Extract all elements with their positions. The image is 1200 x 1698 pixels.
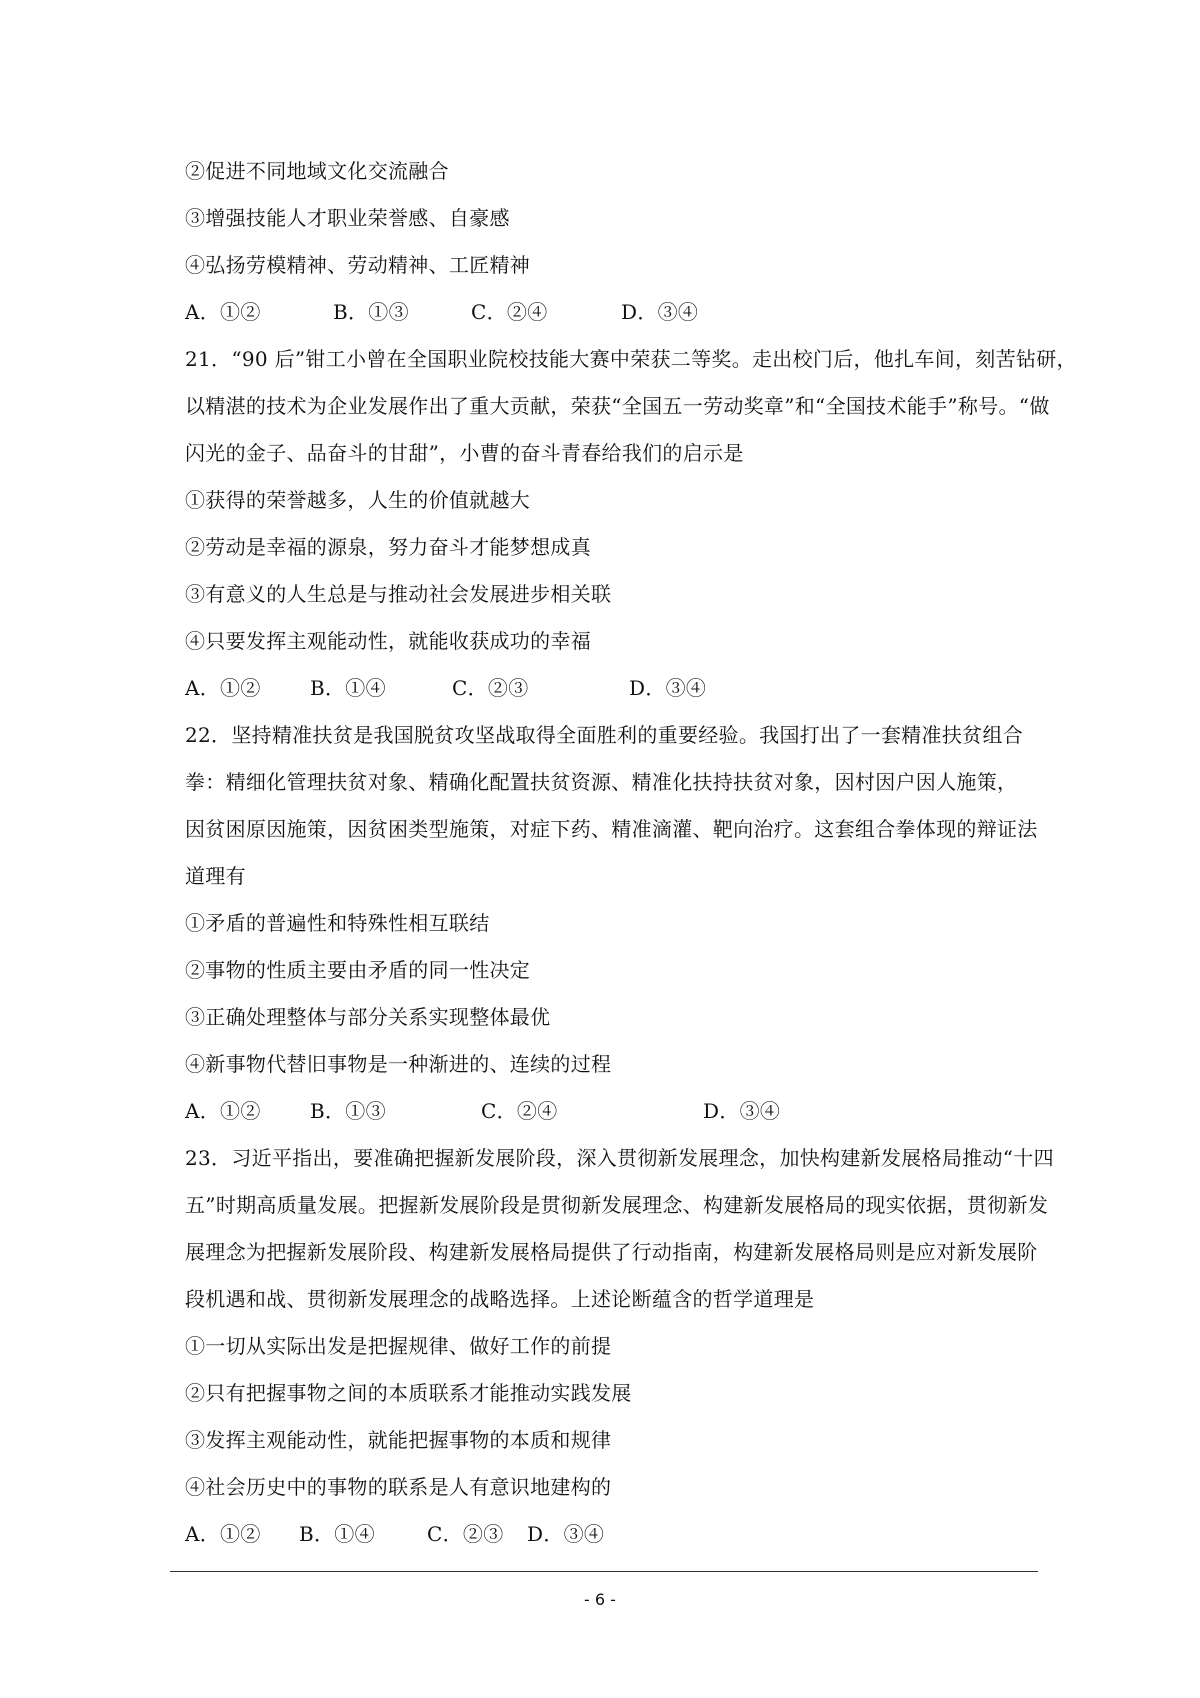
q21-stem-line-3: 闪光的金子、品奋斗的甘甜”，小曹的奋斗青春给我们的启示是 — [185, 441, 744, 465]
q21-option-a: A．①② — [185, 676, 261, 700]
q21-item-3: ③有意义的人生总是与推动社会发展进步相关联 — [185, 582, 612, 606]
q22-item-2: ②事物的性质主要由矛盾的同一性决定 — [185, 958, 531, 982]
q22-stem-line-4: 道理有 — [185, 864, 246, 888]
q23-item-3: ③发挥主观能动性，就能把握事物的本质和规律 — [185, 1428, 612, 1452]
q20-option-c: C．②④ — [471, 300, 548, 324]
q23-stem-line-1: 23．习近平指出，要准确把握新发展阶段，深入贯彻新发展理念，加快构建新发展格局推动“十四 — [185, 1146, 1054, 1170]
q22-stem-line-2: 拳：精细化管理扶贫对象、精确化配置扶贫资源、精准化扶持扶贫对象，因村因户因人施策， — [185, 770, 1018, 794]
q22-item-1: ①矛盾的普遍性和特殊性相互联结 — [185, 911, 490, 935]
q22-stem-line-1: 22．坚持精准扶贫是我国脱贫攻坚战取得全面胜利的重要经验。我国打出了一套精准扶贫组合 — [185, 723, 1024, 747]
footer-rule — [170, 1571, 1038, 1572]
q21-stem-line-2: 以精湛的技术为企业发展作出了重大贡献，荣获“全国五一劳动奖章”和“全国技术能手”称号。“做 — [185, 394, 1050, 418]
q22-option-c: C．②④ — [481, 1099, 558, 1123]
q21-item-4: ④只要发挥主观能动性，就能收获成功的幸福 — [185, 629, 591, 653]
q23-stem-line-4: 段机遇和战、贯彻新发展理念的战略选择。上述论断蕴含的哲学道理是 — [185, 1287, 815, 1311]
q23-item-1: ①一切从实际出发是把握规律、做好工作的前提 — [185, 1334, 612, 1358]
q21-option-c: C．②③ — [452, 676, 529, 700]
q22-stem-line-3: 因贫困原因施策，因贫困类型施策，对症下药、精准滴灌、靶向治疗。这套组合拳体现的辩证法 — [185, 817, 1038, 841]
q23-option-b: B．①④ — [299, 1522, 375, 1546]
q23-item-2: ②只有把握事物之间的本质联系才能推动实践发展 — [185, 1381, 632, 1405]
q21-option-b: B．①④ — [310, 676, 386, 700]
q23-option-a: A．①② — [185, 1522, 261, 1546]
q23-option-c: C．②③ — [427, 1522, 504, 1546]
q21-stem-line-1: 21．“90 后”钳工小曾在全国职业院校技能大赛中荣获二等奖。走出校门后，他扎车间，刻苦钻研， — [185, 347, 1077, 371]
q23-option-d: D．③④ — [527, 1522, 605, 1546]
q23-stem-line-2: 五”时期高质量发展。把握新发展阶段是贯彻新发展理念、构建新发展格局的现实依据，贯彻新发 — [185, 1193, 1049, 1217]
q21-item-1: ①获得的荣誉越多，人生的价值就越大 — [185, 488, 531, 512]
q22-item-4: ④新事物代替旧事物是一种渐进的、连续的过程 — [185, 1052, 612, 1076]
q22-option-d: D．③④ — [703, 1099, 781, 1123]
q21-option-d: D．③④ — [629, 676, 707, 700]
q20-item-4: ④弘扬劳模精神、劳动精神、工匠精神 — [185, 253, 531, 277]
q21-item-2: ②劳动是幸福的源泉，努力奋斗才能梦想成真 — [185, 535, 591, 559]
q20-item-3: ③增强技能人才职业荣誉感、自豪感 — [185, 206, 510, 230]
q23-item-4: ④社会历史中的事物的联系是人有意识地建构的 — [185, 1475, 612, 1499]
q20-option-a: A．①② — [185, 300, 261, 324]
q20-item-2: ②促进不同地域文化交流融合 — [185, 159, 449, 183]
q22-option-a: A．①② — [185, 1099, 261, 1123]
q22-option-b: B．①③ — [310, 1099, 386, 1123]
q23-stem-line-3: 展理念为把握新发展阶段、构建新发展格局提供了行动指南，构建新发展格局则是应对新发展阶 — [185, 1240, 1038, 1264]
q20-option-d: D．③④ — [621, 300, 699, 324]
page-number: - 6 - — [584, 1590, 616, 1609]
q20-option-b: B．①③ — [333, 300, 409, 324]
q22-item-3: ③正确处理整体与部分关系实现整体最优 — [185, 1005, 551, 1029]
